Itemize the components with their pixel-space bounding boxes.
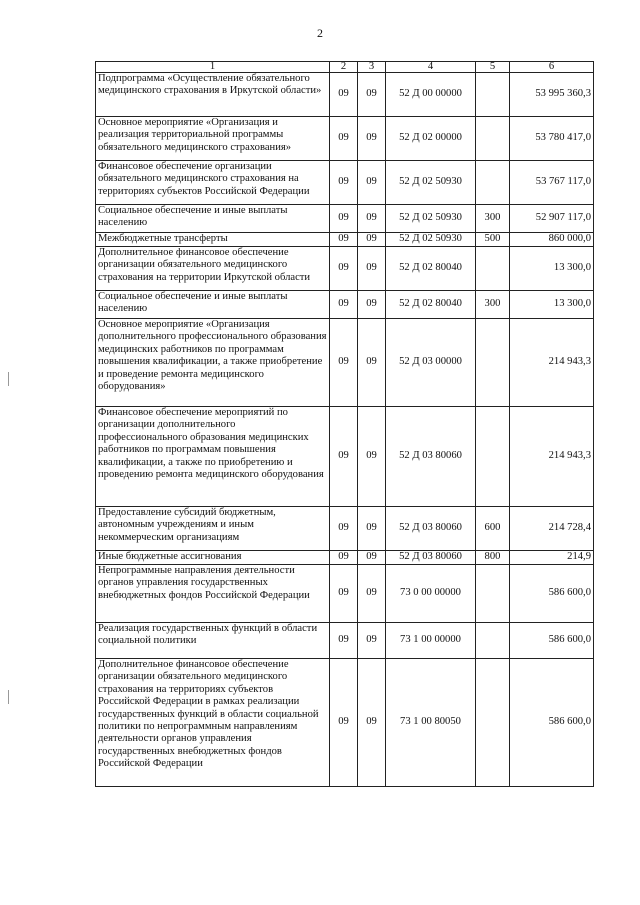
row-section: 09 bbox=[330, 551, 358, 565]
row-amount: 214 943,3 bbox=[510, 407, 594, 507]
row-section: 09 bbox=[330, 117, 358, 161]
row-section: 09 bbox=[330, 565, 358, 623]
row-target-article: 52 Д 02 80040 bbox=[386, 247, 476, 291]
row-expense-type bbox=[476, 73, 510, 117]
row-name: Финансовое обеспечение мероприятий по организации дополнительного профессионального образования медицинских работников по программам повышения квалификации, а также по приобретению и проведению ремонта медицинского оборудования bbox=[96, 407, 330, 507]
row-expense-type: 800 bbox=[476, 551, 510, 565]
row-subsection: 09 bbox=[358, 205, 386, 233]
row-amount: 53 780 417,0 bbox=[510, 117, 594, 161]
table-row bbox=[96, 565, 594, 623]
header-col-1: 1 bbox=[96, 62, 330, 73]
row-name: Дополнительное финансовое обеспечение организации обязательного медицинского страхования на территориях субъектов Российской Федерации в рамках реализации государственных функций в области социальной политики по непрограммным направлениям деятельности органов управления государственных внебюджетных фондов Российской Федерации bbox=[96, 659, 330, 787]
row-section: 09 bbox=[330, 247, 358, 291]
row-name: Финансовое обеспечение организации обязательного медицинского страхования на территориях субъектов Российской Федерации bbox=[96, 161, 330, 205]
row-name: Предоставление субсидий бюджетным, автономным учреждениям и иным некоммерческим организациям bbox=[96, 507, 330, 551]
row-name: Основное мероприятие «Организация дополнительного профессионального образования медицинских работников по программам повышения квалификации, а также приобретение и проведение ремонта медицинского оборудования» bbox=[96, 319, 330, 407]
table-row bbox=[96, 319, 594, 407]
table-row bbox=[96, 205, 594, 233]
row-target-article: 52 Д 02 50930 bbox=[386, 233, 476, 247]
row-name: Социальное обеспечение и иные выплаты населению bbox=[96, 291, 330, 319]
row-expense-type bbox=[476, 117, 510, 161]
row-section: 09 bbox=[330, 161, 358, 205]
row-amount: 214 728,4 bbox=[510, 507, 594, 551]
row-subsection: 09 bbox=[358, 247, 386, 291]
margin-mark bbox=[8, 690, 9, 704]
row-section: 09 bbox=[330, 205, 358, 233]
row-section: 09 bbox=[330, 233, 358, 247]
row-amount: 53 767 117,0 bbox=[510, 161, 594, 205]
row-expense-type: 500 bbox=[476, 233, 510, 247]
row-section: 09 bbox=[330, 73, 358, 117]
row-expense-type: 300 bbox=[476, 205, 510, 233]
table-row bbox=[96, 623, 594, 659]
row-target-article: 52 Д 03 80060 bbox=[386, 507, 476, 551]
page-number: 2 bbox=[317, 26, 323, 40]
row-expense-type bbox=[476, 319, 510, 407]
row-expense-type bbox=[476, 659, 510, 787]
row-name: Непрограммные направления деятельности органов управления государственных внебюджетных фондов Российской Федерации bbox=[96, 565, 330, 623]
row-subsection: 09 bbox=[358, 407, 386, 507]
header-col-4: 4 bbox=[386, 62, 476, 73]
row-target-article: 52 Д 02 50930 bbox=[386, 161, 476, 205]
row-expense-type: 300 bbox=[476, 291, 510, 319]
row-amount: 52 907 117,0 bbox=[510, 205, 594, 233]
row-target-article: 52 Д 00 00000 bbox=[386, 73, 476, 117]
row-target-article: 52 Д 02 50930 bbox=[386, 205, 476, 233]
row-target-article: 52 Д 03 80060 bbox=[386, 551, 476, 565]
row-name: Социальное обеспечение и иные выплаты населению bbox=[96, 205, 330, 233]
header-row bbox=[96, 62, 594, 73]
row-section: 09 bbox=[330, 507, 358, 551]
table-row bbox=[96, 291, 594, 319]
row-amount: 53 995 360,3 bbox=[510, 73, 594, 117]
row-name: Межбюджетные трансферты bbox=[96, 233, 330, 247]
row-amount: 586 600,0 bbox=[510, 565, 594, 623]
table-row bbox=[96, 117, 594, 161]
table-row bbox=[96, 551, 594, 565]
row-section: 09 bbox=[330, 291, 358, 319]
row-target-article: 52 Д 02 00000 bbox=[386, 117, 476, 161]
row-subsection: 09 bbox=[358, 117, 386, 161]
table-row bbox=[96, 407, 594, 507]
row-target-article: 52 Д 03 00000 bbox=[386, 319, 476, 407]
header-col-3: 3 bbox=[358, 62, 386, 73]
row-section: 09 bbox=[330, 319, 358, 407]
row-amount: 13 300,0 bbox=[510, 291, 594, 319]
row-expense-type bbox=[476, 565, 510, 623]
row-expense-type: 600 bbox=[476, 507, 510, 551]
row-name: Иные бюджетные ассигнования bbox=[96, 551, 330, 565]
row-expense-type bbox=[476, 161, 510, 205]
header-col-5: 5 bbox=[476, 62, 510, 73]
row-expense-type bbox=[476, 623, 510, 659]
row-section: 09 bbox=[330, 623, 358, 659]
margin-mark bbox=[8, 372, 9, 386]
row-subsection: 09 bbox=[358, 73, 386, 117]
row-target-article: 52 Д 03 80060 bbox=[386, 407, 476, 507]
row-subsection: 09 bbox=[358, 161, 386, 205]
table-row bbox=[96, 507, 594, 551]
row-expense-type bbox=[476, 247, 510, 291]
row-amount: 214 943,3 bbox=[510, 319, 594, 407]
table-row bbox=[96, 161, 594, 205]
row-amount: 586 600,0 bbox=[510, 659, 594, 787]
row-name: Дополнительное финансовое обеспечение организации обязательного медицинского страхования на территории Иркутской области bbox=[96, 247, 330, 291]
row-section: 09 bbox=[330, 407, 358, 507]
row-subsection: 09 bbox=[358, 233, 386, 247]
row-name: Реализация государственных функций в области социальной политики bbox=[96, 623, 330, 659]
row-target-article: 73 0 00 00000 bbox=[386, 565, 476, 623]
header-col-6: 6 bbox=[510, 62, 594, 73]
row-target-article: 73 1 00 80050 bbox=[386, 659, 476, 787]
budget-table bbox=[95, 61, 594, 787]
row-target-article: 52 Д 02 80040 bbox=[386, 291, 476, 319]
row-expense-type bbox=[476, 407, 510, 507]
row-subsection: 09 bbox=[358, 319, 386, 407]
row-name: Подпрограмма «Осуществление обязательного медицинского страхования в Иркутской области» bbox=[96, 73, 330, 117]
table-row bbox=[96, 247, 594, 291]
row-subsection: 09 bbox=[358, 507, 386, 551]
row-amount: 586 600,0 bbox=[510, 623, 594, 659]
row-amount: 214,9 bbox=[510, 551, 594, 565]
row-target-article: 73 1 00 00000 bbox=[386, 623, 476, 659]
row-subsection: 09 bbox=[358, 623, 386, 659]
row-subsection: 09 bbox=[358, 565, 386, 623]
row-subsection: 09 bbox=[358, 551, 386, 565]
table-row bbox=[96, 73, 594, 117]
header-col-2: 2 bbox=[330, 62, 358, 73]
row-amount: 860 000,0 bbox=[510, 233, 594, 247]
row-subsection: 09 bbox=[358, 291, 386, 319]
row-name: Основное мероприятие «Организация и реализация территориальной программы обязательного медицинского страхования» bbox=[96, 117, 330, 161]
row-subsection: 09 bbox=[358, 659, 386, 787]
row-amount: 13 300,0 bbox=[510, 247, 594, 291]
row-section: 09 bbox=[330, 659, 358, 787]
table-row bbox=[96, 233, 594, 247]
table-row bbox=[96, 659, 594, 787]
